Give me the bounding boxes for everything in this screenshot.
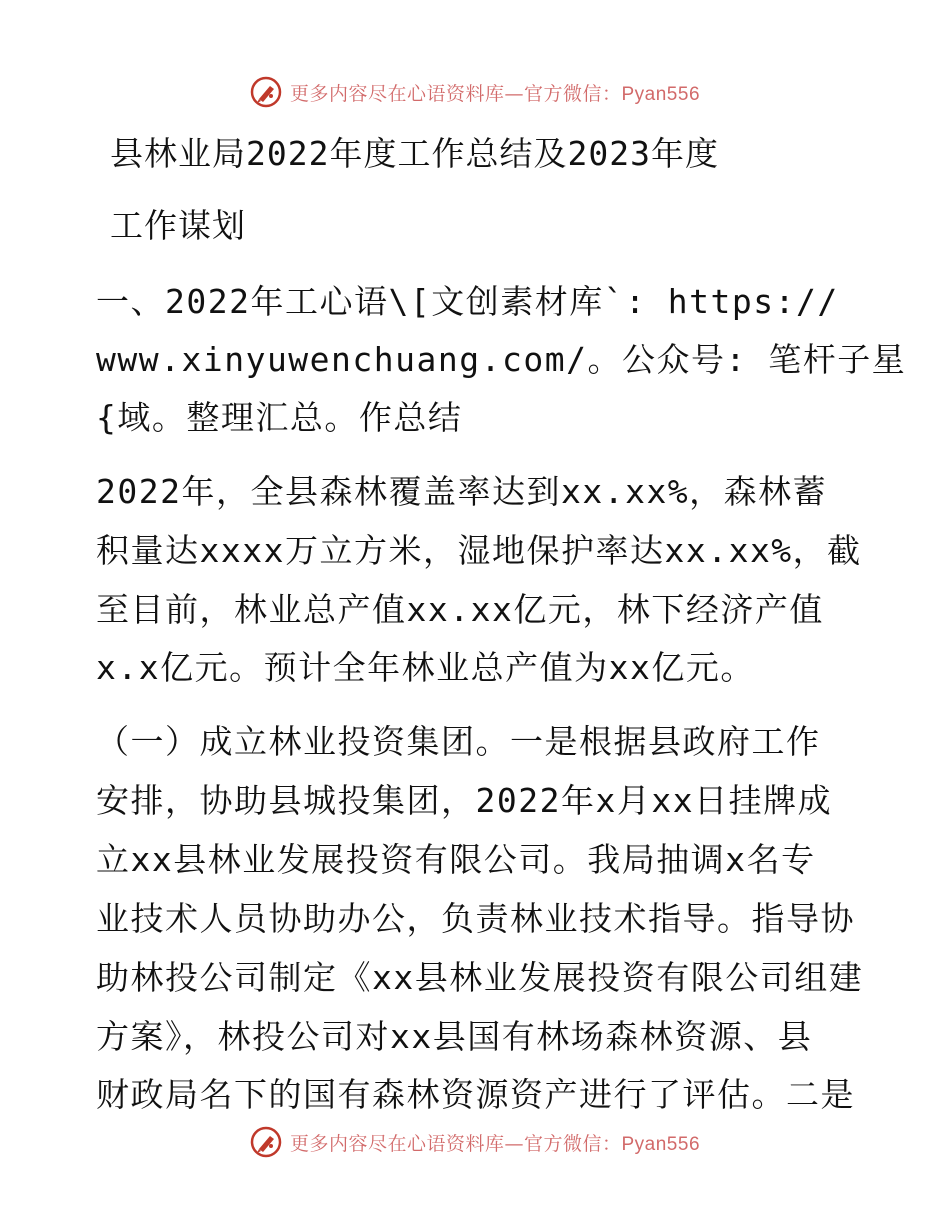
body-line: 业技术人员协助办公，负责林业技术指导。指导协 <box>96 899 855 938</box>
document-title-continued: 工作谋划 <box>110 206 246 245</box>
body-line: 财政局名下的国有森林资源资产进行了评估。二是 <box>96 1075 855 1114</box>
body-line: 至目前，林业总产值xx.xx亿元，林下经济产值 <box>96 590 824 629</box>
watermark-header <box>0 72 950 112</box>
body-line: 方案》，林投公司对xx县国有林场森林资源、县 <box>96 1017 813 1056</box>
watermark-text: 更多内容尽在心语资料库—官方微信：Pyan556 <box>289 82 701 105</box>
body-line: 一、2022年工心语\[文创素材库`: https:// <box>96 282 839 321</box>
body-line: x.x亿元。预计全年林业总产值为xx亿元。 <box>96 648 755 687</box>
document-title: 县林业局2022年度工作总结及2023年度 <box>110 134 719 173</box>
pen-logo-icon <box>250 76 282 108</box>
body-line: （一）成立林业投资集团。一是根据县政府工作 <box>96 722 821 761</box>
watermark-footer <box>0 1122 950 1162</box>
watermark-text: 更多内容尽在心语资料库—官方微信：Pyan556 <box>289 1132 701 1155</box>
body-line: {域。整理汇总。作总结 <box>96 398 463 437</box>
body-line: www.xinyuwenchuang.com/。公众号: 笔杆子星 <box>96 340 907 379</box>
body-line: 安排，协助县城投集团，2022年x月xx日挂牌成 <box>96 781 833 820</box>
body-line: 积量达xxxx万立方米，湿地保护率达xx.xx%，截 <box>96 531 862 570</box>
body-line: 助林投公司制定《xx县林业发展投资有限公司组建 <box>96 958 864 997</box>
body-line: 2022年，全县森林覆盖率达到xx.xx%，森林蓄 <box>96 472 828 511</box>
body-line: 立xx县林业发展投资有限公司。我局抽调x名专 <box>96 840 816 879</box>
pen-logo-icon <box>250 1126 282 1158</box>
